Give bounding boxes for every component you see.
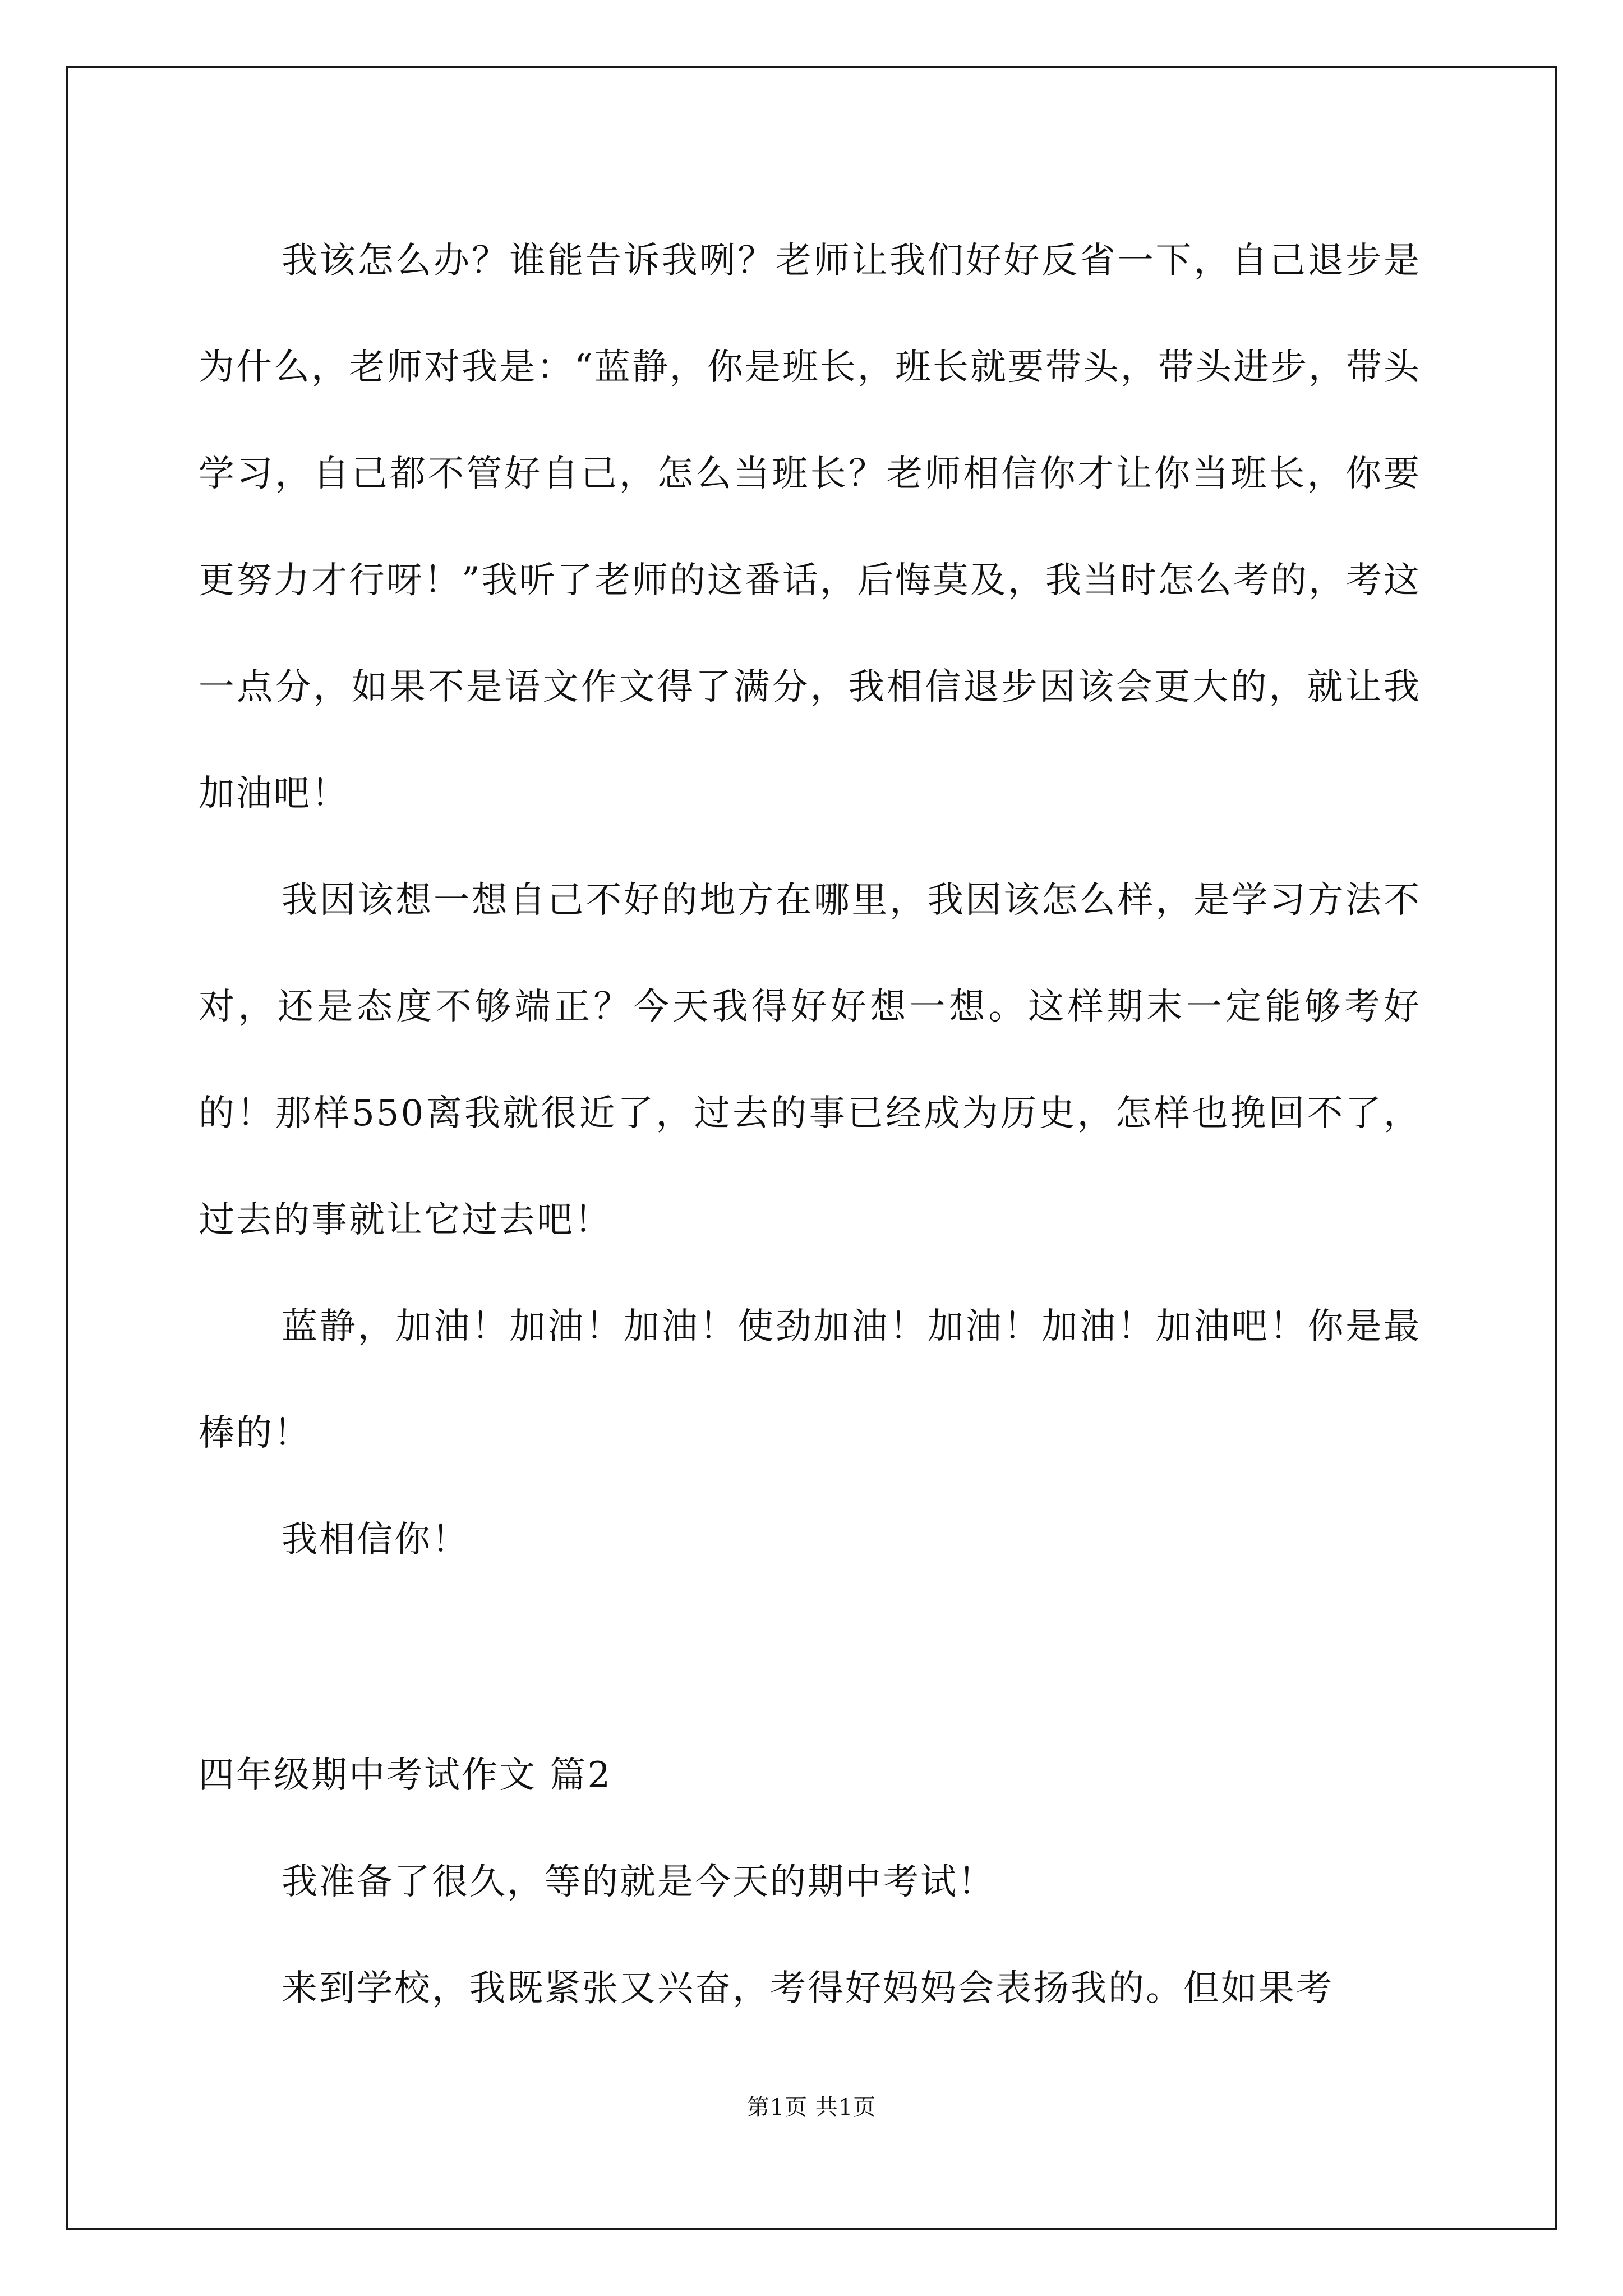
document-body (199, 208, 1421, 2042)
paragraph-3: 蓝静，加油！加油！加油！使劲加油！加油！加油！加油吧！你是最棒的！ (199, 1306, 1421, 1454)
paragraph-4: 我相信你！ (282, 1519, 469, 1561)
section-paragraph-1: 我准备了很久，等的就是今天的期中考试！ (282, 1861, 995, 1903)
paragraph-1: 我该怎么办？谁能告诉我咧？老师让我们好好反省一下，自己退步是为什么，老师对我是：“蓝静，你是班长，班长就要带头，带头进步，带头学习，自己都不管好自己，怎么当班长？老师相信你才让你当班长，你要更努力才行呀！”我听了老师的这番话，后悔莫及，我当时怎么考的，考这一点分，如果不是语文作文得了满分，我相信退步因该会更大的，就让我加油吧！ (199, 240, 1421, 815)
paragraph-2: 我因该想一想自己不好的地方在哪里，我因该怎么样，是学习方法不对，还是态度不够端正？今天我得好好想一想。这样期末一定能够考好的！那样550离我就很近了，过去的事已经成为历史，怎样也挽回不了，过去的事就让它过去吧！ (199, 880, 1421, 1241)
section-title: 四年级期中考试作文 篇2 (199, 1755, 612, 1796)
page-footer: 第1页 共1页 (746, 2095, 877, 2120)
section-paragraph-2: 来到学校，我既紧张又兴奋，考得好妈妈会表扬我的。但如果考 (282, 1968, 1334, 2009)
